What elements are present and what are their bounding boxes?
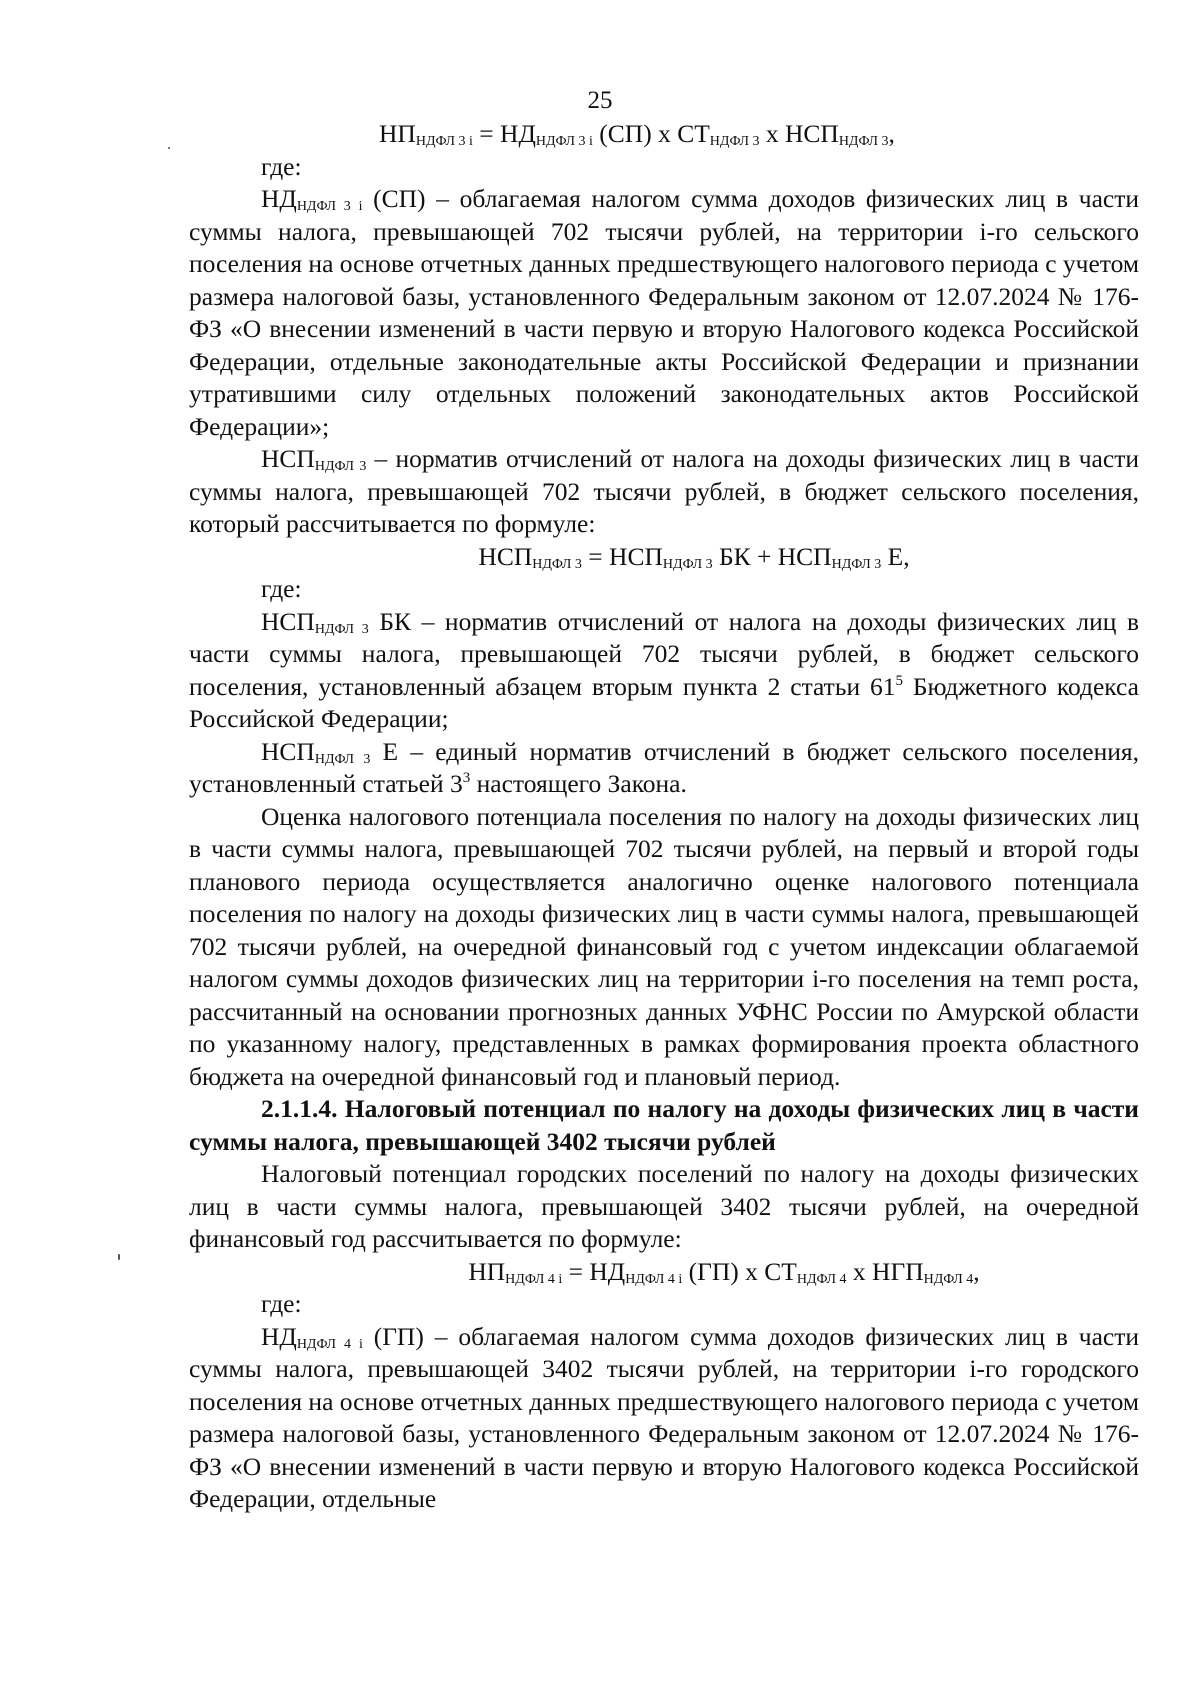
definition-text: Е – единый норматив отчислений в бюджет сельского поселения, установленный статьей 3	[189, 736, 1139, 798]
page-number: 25	[587, 87, 613, 114]
formula-term: НП	[379, 119, 416, 148]
document-body	[189, 118, 1139, 1516]
formula-term: НСП	[478, 541, 533, 571]
paragraph-urban-potential: Налоговый потенциал городских поселений по налогу на доходы физических лиц в части суммы налога, превышающей 3402 тысячи рублей, на очередной финансовый год рассчитывается по формуле:	[189, 1159, 1139, 1253]
definition-subscript: НДФЛ 4 i	[296, 1336, 363, 1352]
definition-text: Бюджетного кодекса Российской Федерации;	[189, 671, 1139, 733]
definition-nsp-ndfl3	[189, 443, 1139, 541]
definition-term: НСП	[261, 736, 315, 766]
formula-subscript: НДФЛ 4 i	[625, 1271, 683, 1287]
formula-term: ,	[973, 1256, 980, 1286]
formula-term: х НГП	[846, 1256, 924, 1286]
formula-term: х НСП	[759, 119, 839, 148]
formula-nsp-ndfl3	[189, 541, 1139, 574]
superscript: 5	[895, 672, 903, 689]
where-label: где:	[261, 574, 302, 603]
where-label: где:	[261, 1289, 302, 1318]
definition-term: НД	[261, 1321, 297, 1351]
formula-subscript: НДФЛ 3	[831, 556, 882, 572]
formula-np-ndfl4	[189, 1256, 1139, 1289]
definition-term: НСП	[261, 444, 315, 473]
definition-text: БК – норматив отчислений от налога на доходы физических лиц в части суммы налога, превышающей 702 тысячи рублей, в бюджет сельского поселения, установленный абзацем вторым пункта 2 статьи 61	[189, 606, 1139, 701]
scan-speck	[168, 147, 170, 149]
paragraph-estimate: Оценка налогового потенциала поселения по налогу на доходы физических лиц в части суммы налога, превышающей 702 тысячи рублей, на первый и второй годы планового периода осуществляется аналогично оценке налогового потенциала поселения по налогу на доходы физических лиц в части суммы налога, превышающей 702 тысячи рублей, на очередной финансовый год с учетом индексации облагаемой налогом суммы доходов физических лиц на территории i-го поселения на темп роста, рассчитанный на основании прогнозных данных УФНС России по Амурской области по указанному налогу, представленных в рамках формирования проекта областного бюджета на очередной финансовый год и плановый период.	[189, 801, 1139, 1091]
definition-term: НД	[261, 184, 297, 213]
formula-term: БК + НСП	[712, 541, 832, 571]
definition-nsp-ndfl3-e	[189, 736, 1139, 801]
scan-speck	[118, 1254, 120, 1260]
formula-term: Е,	[881, 541, 910, 571]
definition-term: НСП	[261, 606, 315, 636]
formula-subscript: НДФЛ 3	[838, 134, 889, 149]
definition-nd-ndfl3	[189, 183, 1139, 443]
formula-subscript: НДФЛ 3	[662, 556, 713, 572]
section-heading-2-1-1-4: 2.1.1.4. Налоговый потенциал по налогу на доходы физических лиц в части суммы налога, превышающей 3402 тысячи рублей	[189, 1094, 1139, 1156]
formula-subscript: НДФЛ 4	[796, 1271, 847, 1287]
definition-subscript: НДФЛ 3	[314, 459, 367, 474]
definition-text: настоящего Закона.	[470, 769, 687, 798]
definition-nd-ndfl4	[189, 1321, 1139, 1516]
formula-term: = НД	[472, 119, 536, 148]
formula-term: (ГП) х СТ	[682, 1256, 797, 1286]
definition-text: (СП) – облагаемая налогом сумма доходов физических лиц в части суммы налога, превышающей 702 тысячи рублей, на территории i-го сельского поселения на основе отчетных данных предшествующего налогового периода с учетом размера налоговой базы, установленного Федеральным законом от 12.07.2024 № 176-ФЗ «О внесении изменений в части первую и вторую Налогового кодекса Российской Федерации, отдельные законодательные акты Российской Федерации и признании утратившими силу отдельных положений законодательных актов Российской Федерации»;	[189, 184, 1139, 441]
definition-text: (ГП) – облагаемая налогом сумма доходов физических лиц в части суммы налога, превышающей 3402 тысячи рублей, на территории i-го городского поселения на основе отчетных данных предшествующего налогового периода с учетом размера налоговой базы, установленного Федеральным законом от 12.07.2024 № 176-ФЗ «О внесении изменений в части первую и вторую Налогового кодекса Российской Федерации, отдельные	[189, 1321, 1139, 1513]
definition-text: – норматив отчислений от налога на доходы физических лиц в части суммы налога, превышающей 702 тысячи рублей, в бюджет сельского поселения, который рассчитывается по формуле:	[189, 444, 1139, 538]
formula-term: НП	[468, 1256, 506, 1286]
superscript: 3	[462, 770, 471, 786]
formula-term: ,	[888, 119, 895, 148]
formula-term: = НД	[562, 1256, 626, 1286]
definition-subscript: НДФЛ 3	[314, 751, 371, 767]
formula-term: = НСП	[581, 541, 663, 571]
definition-subscript: НДФЛ 3 i	[296, 199, 363, 214]
formula-subscript: НДФЛ 4 i	[505, 1271, 563, 1287]
formula-subscript: НДФЛ 3	[532, 556, 582, 572]
formula-subscript: НДФЛ 3 i	[415, 134, 473, 149]
formula-subscript: НДФЛ 3 i	[535, 134, 593, 149]
formula-np-ndfl3	[189, 118, 1139, 151]
definition-nsp-ndfl3-bk	[189, 606, 1139, 736]
formula-term: (СП) х СТ	[592, 119, 710, 148]
where-label: где:	[261, 151, 302, 181]
formula-subscript: НДФЛ 3	[709, 134, 760, 149]
formula-subscript: НДФЛ 4	[923, 1271, 974, 1287]
definition-subscript: НДФЛ 3	[314, 621, 369, 637]
